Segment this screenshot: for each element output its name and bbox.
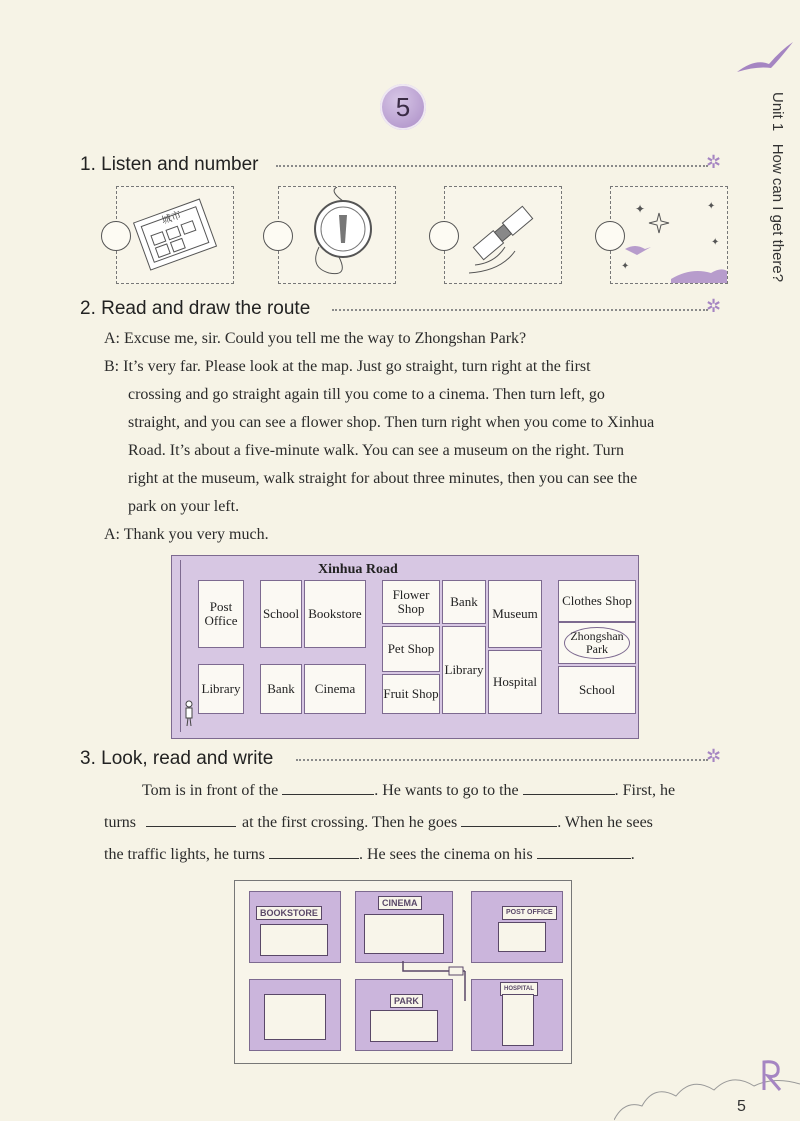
newspaper-headline: 城市 [160, 209, 183, 227]
dialogue-line: A: Excuse me, sir. Could you tell me the way to Zhongshan Park? [104, 330, 527, 347]
sentence-text: . When he sees [557, 814, 653, 831]
number-circle-4[interactable] [595, 221, 625, 251]
map-park-area [558, 622, 636, 664]
sentence-text: Tom is in front of the [142, 782, 279, 799]
map-bank: Bank [442, 580, 486, 624]
lesson-number-badge: 5 [380, 84, 426, 130]
bookstore-sign: BOOKSTORE [256, 906, 322, 920]
map-post-office: Post Office [198, 580, 244, 648]
dialogue-line: park on your left. [128, 498, 240, 515]
map-library: Library [442, 626, 486, 714]
flower-icon: ✲ [706, 152, 722, 173]
number-circle-1[interactable] [101, 221, 131, 251]
answer-blank[interactable] [537, 840, 631, 859]
sentence-text: at the first crossing. Then he goes [242, 814, 458, 831]
map-museum: Museum [488, 580, 542, 648]
night-sky-icon [611, 187, 727, 283]
dialogue-line: A: Thank you very much. [104, 526, 269, 543]
answer-blank[interactable] [146, 808, 236, 827]
flower-icon: ✲ [706, 746, 722, 767]
dialogue-line: Road. It’s about a five-minute walk. You can see a museum on the right. Turn [128, 442, 624, 459]
answer-blank[interactable] [461, 808, 557, 827]
person-icon [184, 700, 194, 728]
sentence-text: . He wants to go to the [374, 782, 519, 799]
sentence-text: turns [104, 814, 136, 831]
picture-compass [278, 186, 396, 284]
dialogue-line: right at the museum, walk straight for about three minutes, then you can see the [128, 470, 638, 487]
road-label: Xinhua Road [318, 562, 398, 577]
hospital-sign: HOSPITAL [500, 982, 538, 996]
map-bookstore: Bookstore [304, 580, 366, 648]
section1-title: 1. Listen and number [80, 154, 259, 175]
number-circle-2[interactable] [263, 221, 293, 251]
flower-icon: ✲ [706, 296, 722, 317]
svg-text:✦: ✦ [711, 237, 720, 248]
satellite-icon [445, 187, 561, 283]
newspaper-icon [117, 187, 233, 283]
title-divider [296, 759, 708, 761]
title-divider [276, 165, 708, 167]
bird-icon [735, 38, 795, 78]
map-school: School [558, 666, 636, 714]
sentence-text: . He sees the cinema on his [359, 846, 533, 863]
answer-blank[interactable] [269, 840, 359, 859]
unit-title: How can I get there? [769, 143, 786, 283]
answer-blank[interactable] [523, 776, 615, 795]
map-fruit-shop: Fruit Shop [382, 674, 440, 714]
map-library: Library [198, 664, 244, 714]
page-number: 5 [737, 1098, 746, 1115]
fill-in-paragraph [104, 775, 734, 871]
picture-satellite [444, 186, 562, 284]
map-bank: Bank [260, 664, 302, 714]
section2-title: 2. Read and draw the route [80, 298, 311, 319]
map-pet-shop: Pet Shop [382, 626, 440, 672]
answer-blank[interactable] [282, 776, 374, 795]
map-zhongshan-park: Zhongshan Park [564, 627, 630, 659]
sentence-text: the traffic lights, he turns [104, 846, 265, 863]
picture-newspaper [116, 186, 234, 284]
street-map [171, 555, 639, 739]
dialogue-line: straight, and you can see a flower shop. Then turn right when you come to Xinhua [128, 414, 655, 431]
picture-map [234, 880, 572, 1064]
section3-title: 3. Look, read and write [80, 748, 274, 769]
map-cinema: Cinema [304, 664, 366, 714]
cinema-sign: CINEMA [378, 896, 422, 910]
park-sign: PARK [390, 994, 423, 1008]
dialogue-line: crossing and go straight again till you come to a cinema. Then turn left, go [128, 386, 605, 403]
number-circle-3[interactable] [429, 221, 459, 251]
svg-text:✦: ✦ [635, 202, 646, 216]
dialogue-line: B: It’s very far. Please look at the map. Just go straight, turn right at the first [104, 358, 591, 375]
picture-night-sky [610, 186, 728, 284]
side-tab [758, 92, 794, 302]
route-lines [235, 881, 571, 1063]
r-logo-icon [760, 1058, 784, 1092]
svg-text:✦: ✦ [621, 261, 630, 272]
unit-label: Unit 1 [769, 92, 786, 132]
dialogue [104, 325, 744, 549]
sentence-text: . First, he [614, 782, 676, 799]
sentence-text: . [630, 846, 635, 863]
title-divider [332, 309, 708, 311]
compass-icon [279, 187, 395, 283]
map-hospital: Hospital [488, 650, 542, 714]
map-clothes-shop: Clothes Shop [558, 580, 636, 622]
svg-text:✦: ✦ [707, 201, 716, 212]
map-flower-shop: Flower Shop [382, 580, 440, 624]
map-school: School [260, 580, 302, 648]
post-office-sign: POST OFFICE [502, 906, 557, 920]
